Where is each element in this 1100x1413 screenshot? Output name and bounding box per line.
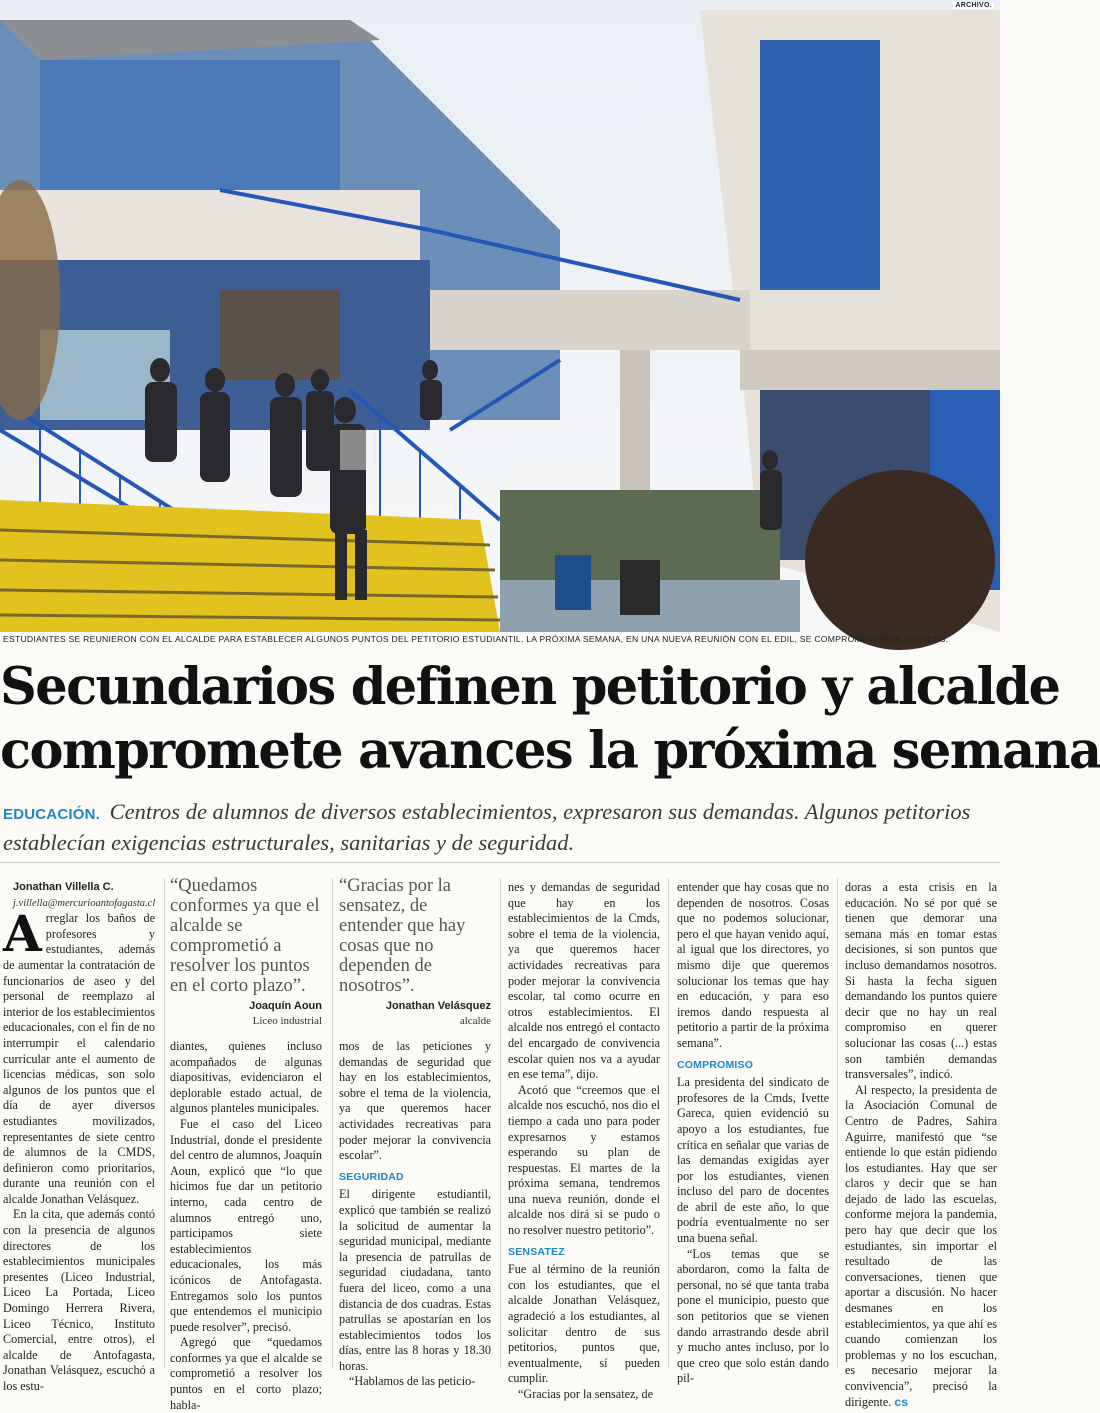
paragraph: Acotó que “creemos que el alcalde nos escuchó, nos dio el tiempo a cada uno para poder expresarnos y estamos esperando su plan de respuestas. El martes de la próxima semana, tendremos una nueva reunión, donde el alcalde nos dirá si se pudo o no resolver nuestro petitorio”. (508, 1082, 660, 1238)
column-1 (3, 880, 155, 1395)
headline (0, 655, 1100, 783)
headline-line-2: compromete avances la próxima semana (0, 721, 1100, 781)
column-4 (508, 880, 660, 1403)
paragraph: El dirigente estudiantil, explicó que también se realizó la solicitud de aumentar la seguridad municipal, mediante la presencia de patrullas de seguridad ciudadana, tanto fuera del liceo, como a una distancia de dos cuadras. Estas patrullas se apostarían en los establecimientos todos los días, entre las 8 horas y 18.30 horas. (339, 1187, 491, 1373)
paragraph: “Los temas que se abordaron, como la falta de personal, no sé que tanta traba pone el municipio, puesto que son petitorios que se vienen dando arrastrando desde abril y mucho antes incluso, por lo que creo que solo están dando pil- (677, 1246, 829, 1386)
subhead-sensatez: SENSATEZ (508, 1245, 565, 1258)
byline-name: Jonathan Villella C. (13, 881, 114, 893)
pull-quote-2-name: Jonathan Velásquez (385, 1000, 491, 1012)
column-divider (164, 878, 165, 1368)
column-3 (339, 1039, 491, 1390)
pull-quote-1-name: Joaquín Aoun (249, 1000, 322, 1012)
column-divider (837, 878, 838, 1368)
paragraph: Agregó que “quedamos conformes ya que el alcalde se comprometió a resolver los puntos en el corto plazo; habla- (170, 1335, 322, 1412)
column-divider (668, 878, 669, 1368)
paragraph: nes y demandas de seguridad que hay en los establecimientos de la Cmds, sobre el tema de la violencia, ya que queremos hacer actividades recreativas para poder mejorar la convivencia escolar, tal como ocurre en otros establecimientos. El alcalde nos entregó el contacto del encargado de convivencia escolar quien nos va a ayudar en ese tema”, dijo. (508, 880, 660, 1082)
subhead-compromiso: COMPROMISO (677, 1058, 754, 1071)
pull-quote-2: “Gracias por la sensatez, de entender que hay cosas que no dependen de nosotros”. (339, 876, 466, 996)
deck (3, 798, 993, 857)
drop-cap: A (3, 904, 42, 964)
deck-text: Centros de alumnos de diversos establecimientos, expresaron sus demandas. Algunos petitorios establecían exigencias estructurales, sanitarias y de seguridad. (3, 799, 971, 855)
paragraph: mos de las peticiones y demandas de seguridad que hay en los establecimientos, sobre el tema de la violencia, ya que queremos hacer actividades recreativas para poder mejorar la convivencia escolar”. (339, 1039, 491, 1163)
column-2 (170, 1039, 322, 1413)
pull-quote-1-role: Liceo industrial (252, 1015, 322, 1027)
end-mark-icon: cs (894, 1394, 908, 1409)
pull-quote-2-role: alcalde (459, 1015, 491, 1027)
paragraph: En la cita, que además contó con la presencia de algunos directores de los establecimientos municipales presentes (Liceo Industrial, Liceo La Portada, Liceo Domingo Herrera Rivera, Liceo Técnico, Instituto Comercial, entre otros), el alcalde de Antofagasta, Jonathan Velásquez, escuchó a los estu- (3, 1207, 155, 1393)
paragraph: “Hablamos de las peticio- (349, 1374, 476, 1389)
photo-credit: ARCHIVO. (955, 2, 992, 9)
paragraph: entender que hay cosas que no dependen de nosotros. Cosas que no podemos solucionar, pero el que hayan venido aquí, al igual que los directores, yo mismo dije que queremos solucionar los temas que hay en educación, y para eso iremos dando respuesta al petitorio a partir de la próxima semana”. (677, 880, 829, 1050)
paragraph: Fue el caso del Liceo Industrial, donde el presidente del centro de alumnos, Joaquín Aoun, explicó que “lo que hicimos fue dar un petitorio interno, cada centro de alumnos entregó uno, participamos siete establecimientos educacionales, los más icónicos de Antofagasta. Entregamos solo los puntos que entendemos el municipio puede resolver”, precisó. (170, 1116, 322, 1334)
byline-email: j.villella@mercurioantofagasta.cl (13, 897, 156, 909)
paragraph: Al respecto, la presidenta de la Asociación Comunal de Centro de Padres, Sahira Aguirre, manifestó que “se entiende lo que están pidiendo los estudiantes. Hay que ser claros y decir que se han dejado de lado las escuelas, conforme mejora la pandemia, pero hay que decir que los estudiantes, sin importar el resultado de las conversaciones, tienen que aportar a discusión. No hacer desmanes en los establecimientos, ya que ahí es cuando comienzan los problemas y no los escuchan, es necesario mejorar la convivencia”, precisó la dirigente. cs (845, 1082, 997, 1409)
column-5 (677, 880, 829, 1387)
divider (0, 862, 1000, 863)
paragraph: La presidenta del sindicato de profesores de la Cmds, Ivette Gareca, quien evidenció su apoyo a los estudiantes, fue crítica en señalar que varias de las demandas exigidas ayer por los estudiantes, vienen incluso del paro de docentes de abril de este año, lo que podría eventualmente no ser una buena señal. (677, 1075, 829, 1246)
paragraph: diantes, quienes incluso acompañados de algunas diapositivas, evidenciaron el deplorable estado actual, de algunos planteles municipales. (170, 1039, 322, 1116)
column-6 (845, 880, 997, 1410)
pull-quote-1: “Quedamos conformes ya que el alcalde se comprometió a resolver los puntos en el corto plazo”. (170, 876, 320, 996)
section-kicker: EDUCACIÓN. (3, 806, 101, 823)
school-courtyard-photo (0, 0, 1000, 632)
paragraph: doras a esta crisis en la educación. No sé por qué se tienen que demorar una semana más en tomar estas decisiones, si son puntos que incluso demandamos nosotros. Si hasta la fecha siguen demandando los puntos quiere decir que no hay un real compromiso en querer solucionar las cosas (...) estas son también demandas transversales”, indicó. (845, 880, 997, 1082)
paragraph: “Gracias por la sensatez, de (518, 1387, 654, 1401)
column-divider (332, 878, 333, 1368)
headline-line-1: Secundarios definen petitorio y alcalde (0, 657, 1060, 717)
subhead-seguridad: SEGURIDAD (339, 1170, 404, 1183)
paragraph: Arreglar los baños de profesores y estudiantes, además de aumentar la contratación de funcionarios de aseo y del personal de reemplazo al interior de los establecimientos educacionales, con el fin de no interrumpir el calendario curricular ante el aumento de licencias médicas, son solo algunos de los puntos que el día de ayer diversos estudiantes movilizados, representantes de siete centro de alumnos de la CMDS, definieron como prioritarios, durante una reunión con el alcalde Jonathan Velásquez. (3, 904, 155, 1206)
photo-caption: ESTUDIANTES SE REUNIERON CON EL ALCALDE PARA ESTABLECER ALGUNOS PUNTOS DEL PETITORIO ESTUDIANTIL. LA PRÓXIMA SEMANA, EN UNA NUEVA REUNIÓN CON EL EDIL, SE COMPROMETIERON AVANCES. (3, 634, 949, 644)
article-photo (0, 0, 1000, 632)
paragraph: Fue al término de la reunión con los estudiantes, que el alcalde Jonathan Velásquez, agradeció a los estudiantes, al solicitar dentro de sus petitorios, puntos que, eventualmente, sí pueden cumplir. (508, 1262, 660, 1386)
column-divider (500, 878, 501, 1368)
